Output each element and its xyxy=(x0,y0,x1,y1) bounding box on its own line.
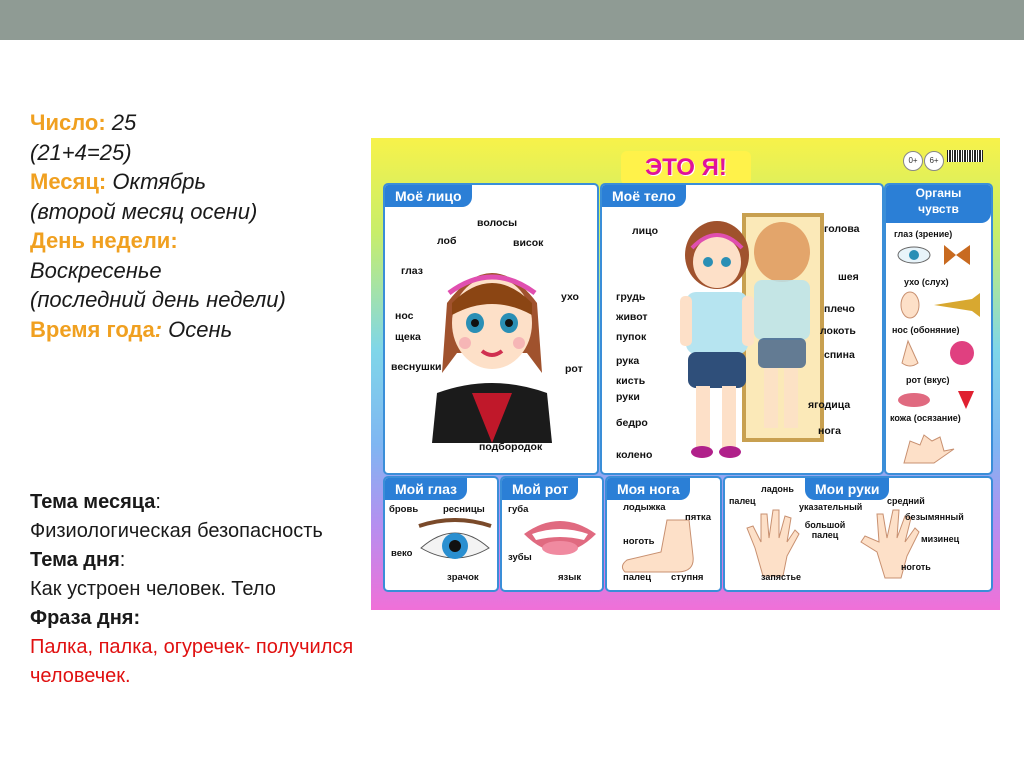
month-line: Месяц: Октябрь xyxy=(30,169,207,194)
leg-label-toe: палец xyxy=(623,572,652,583)
eye-label-pupil: зрачок xyxy=(447,572,479,583)
day-theme-value: Как устроен человек. Тело xyxy=(30,578,276,600)
top-bar xyxy=(0,0,1024,40)
body-label-thigh: бедро xyxy=(616,417,648,429)
panel-eye-title: Мой глаз xyxy=(385,478,467,500)
number-calc: (21+4=25) xyxy=(30,139,132,165)
body-label-knee: колено xyxy=(616,449,653,461)
weekday-note: (последний день недели) xyxy=(30,287,286,312)
body-label-face: лицо xyxy=(632,225,658,237)
leg-label-nail: ноготь xyxy=(623,536,655,547)
senses-label-taste: рот (вкус) xyxy=(906,375,950,385)
panel-mouth xyxy=(500,476,604,592)
mouth-label-teeth: зубы xyxy=(508,552,532,563)
date-block xyxy=(30,108,370,344)
mouth-label-tongue: язык xyxy=(558,572,582,583)
phrase-label: Фраза дня: xyxy=(30,607,141,629)
weekday-label: День недели: xyxy=(30,228,178,253)
panel-senses xyxy=(884,183,993,475)
body-label-chest: грудь xyxy=(616,291,646,303)
body-label-belly: живот xyxy=(616,311,648,323)
month-theme-value: Физиологическая безопасность xyxy=(30,520,323,542)
mouth-label-lip: губа xyxy=(508,504,529,515)
body-label-arm: рука xyxy=(616,355,640,367)
hand-touch-icon xyxy=(894,427,984,465)
senses-label-sight: глаз (зрение) xyxy=(894,229,953,239)
hands-label-wrist: запястье xyxy=(761,572,801,582)
panel-face xyxy=(383,183,599,475)
face-label-nose: нос xyxy=(395,310,414,322)
month-note: (второй месяц осени) xyxy=(30,198,258,224)
hands-label-palm: ладонь xyxy=(761,484,794,494)
panel-hands-title: Мои руки xyxy=(805,478,889,500)
day-theme-line: Тема дня: xyxy=(30,549,126,571)
face-label-forehead: лоб xyxy=(437,235,457,247)
season-line: Время года: Осень xyxy=(30,316,233,342)
hands-label-nail: ноготь xyxy=(901,562,931,572)
eye-label-lid: веко xyxy=(391,548,413,559)
eye-label-brow: бровь xyxy=(389,504,419,515)
body-label-back: спина xyxy=(824,349,855,361)
face-label-eye: глаз xyxy=(401,265,423,277)
panel-senses-title: Органы чувств xyxy=(886,185,991,223)
body-label-elbow: локоть xyxy=(820,325,856,337)
face-label-cheek: щека xyxy=(395,331,421,343)
face-label-chin: подбородок xyxy=(479,441,543,453)
eye-butterfly-icon xyxy=(894,243,984,267)
number-line: Число: 25 xyxy=(30,110,137,135)
doll-body-illustration xyxy=(672,210,832,465)
senses-label-touch: кожа (осязание) xyxy=(890,413,961,423)
body-label-shoulder: плечо xyxy=(824,303,855,315)
barcode-icon xyxy=(947,150,983,162)
eye-label-lashes: ресницы xyxy=(443,504,485,515)
phrase-value: Палка, палка, огуречек- получился человечек. xyxy=(30,636,354,687)
senses-label-hearing: ухо (слух) xyxy=(904,277,949,287)
left-hand-illustration xyxy=(743,508,803,578)
body-parts-poster xyxy=(371,138,1000,610)
leg-label-sole: ступня xyxy=(671,572,704,583)
eye-closeup-illustration xyxy=(415,518,495,568)
body-label-hand: кисть xyxy=(616,375,646,387)
panel-leg-title: Моя нога xyxy=(607,478,690,500)
body-label-head: голова xyxy=(824,223,860,235)
face-label-freckles: веснушки xyxy=(391,361,442,373)
body-label-leg: нога xyxy=(818,425,841,437)
leg-label-ankle: лодыжка xyxy=(623,502,666,513)
body-label-arms: руки xyxy=(616,391,640,403)
panel-face-title: Моё лицо xyxy=(385,185,472,207)
senses-label-smell: нос (обоняние) xyxy=(892,325,960,335)
body-label-buttock: ягодица xyxy=(808,399,851,411)
hands-label-thumb: большой палец xyxy=(804,520,846,540)
hands-label-finger: палец xyxy=(729,496,756,506)
month-theme-line: Тема месяца: xyxy=(30,491,161,513)
panel-mouth-title: Мой рот xyxy=(502,478,578,500)
mouth-closeup-illustration xyxy=(522,514,598,564)
panel-leg xyxy=(605,476,722,592)
face-label-ear: ухо xyxy=(561,291,579,303)
nose-rose-icon xyxy=(894,339,984,369)
theme-block xyxy=(30,488,370,691)
face-label-hair: волосы xyxy=(477,217,518,229)
poster-title: ЭТО Я! xyxy=(621,151,751,185)
panel-eye xyxy=(383,476,499,592)
hands-label-middle: средний xyxy=(887,496,925,506)
body-label-neck: шея xyxy=(838,271,859,283)
ear-trumpet-icon xyxy=(894,291,984,319)
hands-label-ring: безымянный xyxy=(905,512,964,522)
hands-label-index: указательный xyxy=(799,502,863,512)
age-badge-0: 0+ xyxy=(903,151,923,171)
leg-label-heel: пятка xyxy=(685,512,711,523)
body-label-navel: пупок xyxy=(616,331,647,343)
face-label-mouth: рот xyxy=(565,363,583,375)
mouth-strawberry-icon xyxy=(894,389,984,411)
age-badge-1: 6+ xyxy=(924,151,944,171)
weekday-value: Воскресенье xyxy=(30,257,162,283)
hands-label-pinky: мизинец xyxy=(921,534,960,544)
face-label-temple: висок xyxy=(513,237,544,249)
panel-hands xyxy=(723,476,993,592)
panel-body xyxy=(600,183,884,475)
panel-body-title: Моё тело xyxy=(602,185,686,207)
girl-face-illustration xyxy=(427,243,557,443)
